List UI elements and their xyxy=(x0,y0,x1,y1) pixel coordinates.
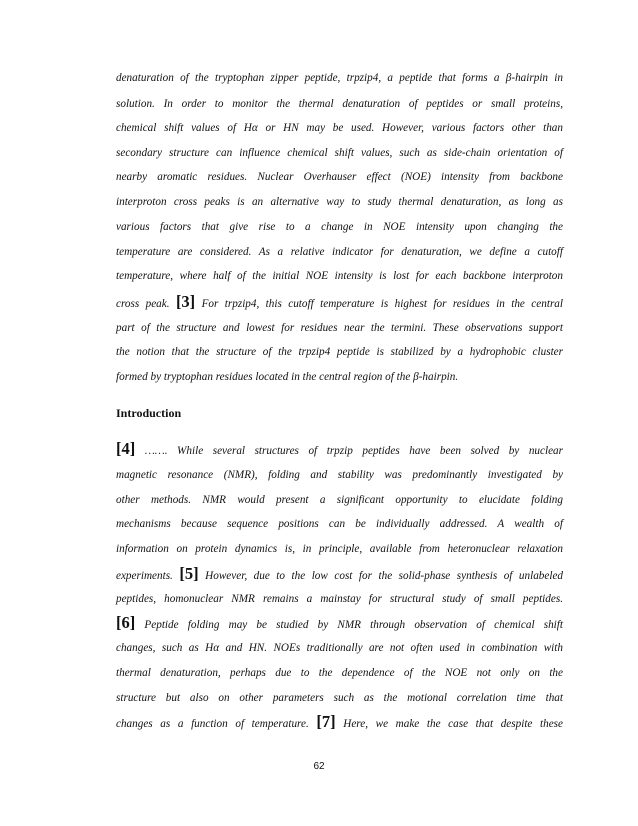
intro-line: peptides, homonuclear NMR remains a mainstay for structural study of small peptides. xyxy=(116,593,563,605)
intro-text: experiments. xyxy=(116,570,173,582)
abstract-line: interproton cross peaks is an alternative way to study thermal denaturation, as long as xyxy=(116,196,563,208)
intro-line: mechanisms because sequence positions can be individually addressed. A wealth of xyxy=(116,518,563,530)
citation-ref: [6] xyxy=(116,613,136,632)
abstract-text: For trpzip4, this cutoff temperature is highest for residues in the central xyxy=(201,298,563,310)
citation-ref: [7] xyxy=(316,712,336,731)
citation-ref: [5] xyxy=(179,564,199,583)
abstract-line: the notion that the structure of the trpzip4 peptide is stabilized by a hydrophobic cluster xyxy=(116,346,563,358)
abstract-line: chemical shift values of Hα or HN may be used. However, various factors other than xyxy=(116,122,563,134)
intro-text: Peptide folding may be studied by NMR through observation of chemical shift xyxy=(144,619,563,631)
intro-text: However, due to the low cost for the solid-phase synthesis of unlabeled xyxy=(205,570,564,582)
abstract-line: secondary structure can influence chemical shift values, such as side-chain orientation of xyxy=(116,147,563,159)
intro-line: information on protein dynamics is, in principle, available from heteronuclear relaxation xyxy=(116,543,563,555)
abstract-line xyxy=(116,294,563,312)
section-heading: Introduction xyxy=(116,406,182,420)
abstract-line: formed by tryptophan residues located in the central region of the β-hairpin. xyxy=(116,371,459,383)
intro-line xyxy=(116,615,563,633)
citation-ref: [4] xyxy=(116,439,136,458)
intro-line xyxy=(116,714,563,732)
intro-line: structure but also on other parameters such as the motional correlation time that xyxy=(116,692,563,704)
abstract-line: temperature are considered. As a relative indicator for denaturation, we define a cutoff xyxy=(116,246,563,258)
intro-text: Here, we make the case that despite these xyxy=(343,718,564,730)
abstract-text: cross peak. xyxy=(116,298,170,310)
intro-line: thermal denaturation, perhaps due to the dependence of the NOE not only on the xyxy=(116,667,563,679)
intro-text: ……. While several structures of trpzip peptides have been solved by nuclear xyxy=(144,445,564,457)
abstract-line: denaturation of the tryptophan zipper peptide, trpzip4, a peptide that forms a β-hairpin in xyxy=(116,72,563,84)
abstract-line: various factors that give rise to a change in NOE intensity upon changing the xyxy=(116,221,563,233)
intro-line: changes, such as Hα and HN. NOEs traditionally are not often used in combination with xyxy=(116,642,563,654)
abstract-line: nearby aromatic residues. Nuclear Overhauser effect (NOE) intensity from backbone xyxy=(116,171,563,183)
intro-line xyxy=(116,566,563,584)
intro-line: magnetic resonance (NMR), folding and stability was predominantly investigated by xyxy=(116,469,563,481)
intro-line: other methods. NMR would present a significant opportunity to elucidate folding xyxy=(116,494,563,506)
page-number: 62 xyxy=(313,761,325,772)
abstract-line: part of the structure and lowest for residues near the termini. These observations support xyxy=(116,322,563,334)
abstract-line: solution. In order to monitor the thermal denaturation of peptides or small proteins, xyxy=(116,98,563,110)
intro-text: changes as a function of temperature. xyxy=(116,718,309,730)
citation-ref: [3] xyxy=(175,292,196,311)
abstract-line: temperature, where half of the initial NOE intensity is lost for each backbone interproton xyxy=(116,270,563,282)
intro-line xyxy=(116,441,563,459)
